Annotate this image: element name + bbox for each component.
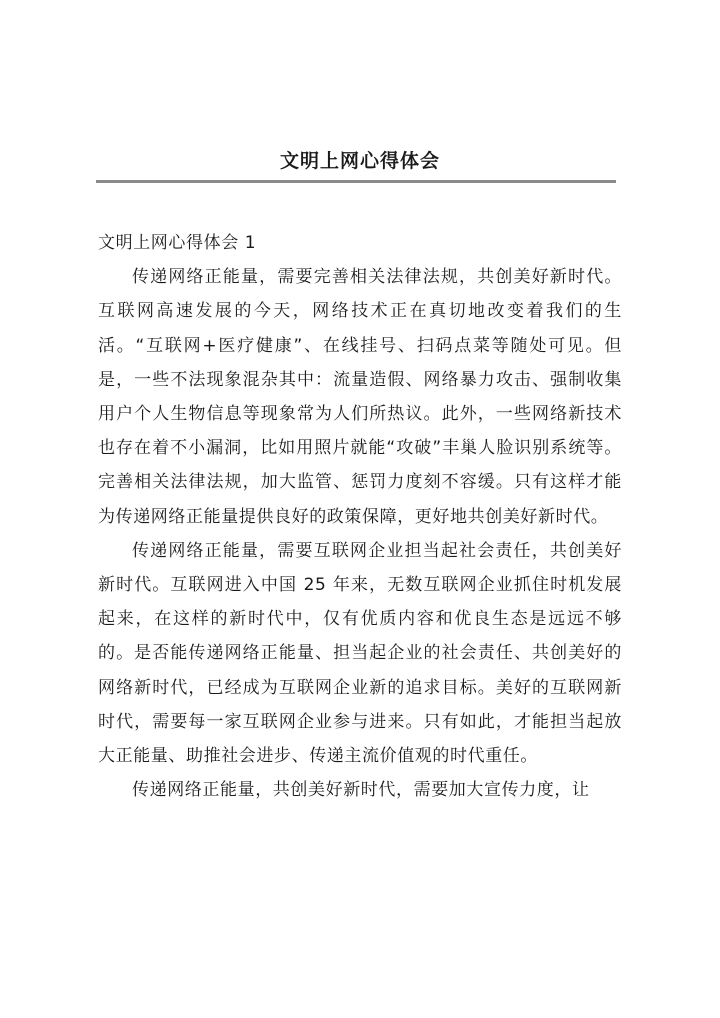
document-title: 文明上网心得体会	[279, 150, 440, 172]
paragraph-1: 传递网络正能量，需要完善相关法律法规，共创美好新时代。互联网高速发展的今天，网络技术正在真切地改变着我们的生活。“互联网+医疗健康”、在线挂号、扫码点菜等随处可见。但是，一些不法现象混杂其中：流量造假、网络暴力攻击、强制收集用户个人生物信息等现象常为人们所热议。此外，一些网络新技术也存在着不小漏洞，比如用照片就能“攻破”丰巢人脸识别系统等。完善相关法律法规，加大监管、惩罚力度刻不容缓。只有这样才能为传递网络正能量提供良好的政策保障，更好地共创美好新时代。	[98, 267, 622, 527]
paragraph-2: 传递网络正能量，需要互联网企业担当起社会责任，共创美好新时代。互联网进入中国 25 年来，无数互联网企业抓住时机发展起来，在这样的新时代中，仅有优质内容和优良生态是远远不够的。是否能传递网络正能量、担当起企业的社会责任、共创美好的网络新时代，已经成为互联网企业新的追求目标。美好的互联网新时代，需要每一家互联网企业参与进来。只有如此，才能担当起放大正能量、助推社会进步、传递主流价值观的时代重任。	[98, 540, 622, 767]
section-heading: 文明上网心得体会 1	[98, 233, 257, 253]
title-underline	[96, 180, 616, 183]
document-body	[98, 226, 622, 807]
paragraph-3: 传递网络正能量，共创美好新时代，需要加大宣传力度，让	[132, 780, 590, 801]
